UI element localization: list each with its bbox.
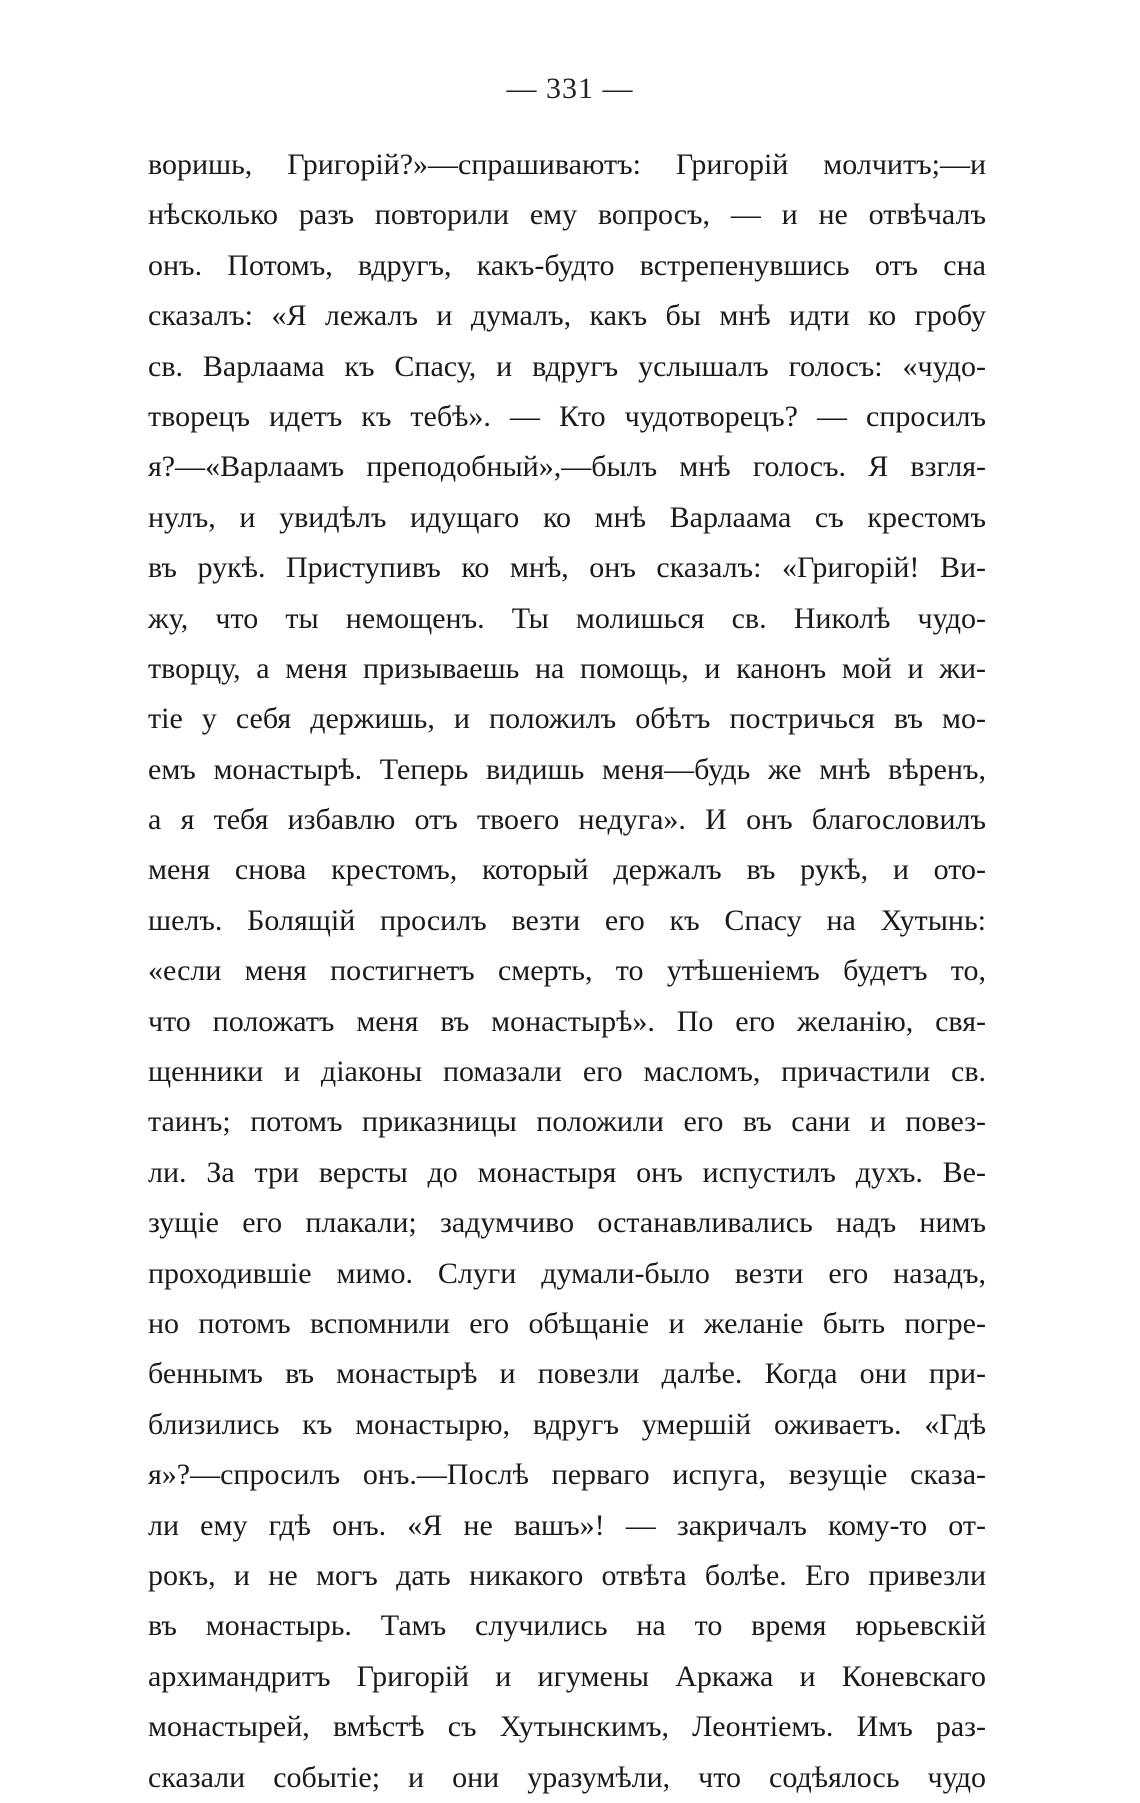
text-line: меня снова крестомъ, который держалъ въ рукѣ, и ото-: [148, 853, 986, 887]
text-line: я»?—спросилъ онъ.—Послѣ перваго испуга, везущіе сказа-: [148, 1458, 986, 1492]
text-line: что положатъ меня въ монастырѣ». По его желанію, свя-: [148, 1004, 986, 1038]
text-line: «если меня постигнетъ смерть, то утѣшеніемъ будетъ то,: [148, 954, 986, 988]
text-line: нѣсколько разъ повторили ему вопросъ, — и не отвѣчалъ: [148, 198, 986, 232]
text-line: щенники и діаконы помазали его масломъ, причастили св.: [148, 1055, 986, 1089]
text-line: въ монастырь. Тамъ случились на то время юрьевскій: [148, 1609, 986, 1643]
text-line: таинъ; потомъ приказницы положили его въ сани и повез-: [148, 1105, 986, 1139]
body-text: [148, 140, 986, 1803]
text-line: но потомъ вспомнили его обѣщаніе и желаніе быть погре-: [148, 1306, 986, 1340]
text-line: онъ. Потомъ, вдругъ, какъ-будто встрепенувшись отъ сна: [148, 248, 986, 282]
text-line: зущіе его плакали; задумчиво останавливались надъ нимъ: [148, 1206, 986, 1240]
text-line: творцу, а меня призываешь на помощь, и канонъ мой и жи-: [148, 651, 986, 685]
text-line: я?—«Варлаамъ преподобный»,—былъ мнѣ голосъ. Я взгля-: [148, 450, 986, 484]
text-line: жу, что ты немощенъ. Ты молишься св. Николѣ чудо-: [148, 601, 986, 635]
text-line: беннымъ въ монастырѣ и повезли далѣе. Когда они при-: [148, 1357, 986, 1391]
text-line: творецъ идетъ къ тебѣ». — Кто чудотворецъ? — спросилъ: [148, 399, 986, 433]
text-line: монастырей, вмѣстѣ съ Хутынскимъ, Леонтіемъ. Имъ раз-: [148, 1710, 986, 1744]
text-line: архимандритъ Григорій и игумены Аркажа и Коневскаго: [148, 1659, 986, 1693]
text-line: тіе у себя держишь, и положилъ обѣтъ постричься въ мо-: [148, 702, 986, 736]
text-line: шелъ. Болящій просилъ везти его къ Спасу на Хутынь:: [148, 903, 986, 937]
text-line: сказали событіе; и они уразумѣли, что содѣялось чудо: [148, 1760, 986, 1794]
text-line: проходившіе мимо. Слуги думали-было везти его назадъ,: [148, 1256, 986, 1290]
page-number: — 331 —: [506, 72, 634, 105]
text-line: воришь, Григорій?»—спрашиваютъ: Григорій молчитъ;—и: [148, 148, 986, 181]
text-line: рокъ, и не могъ дать никакого отвѣта болѣе. Его привезли: [148, 1558, 986, 1592]
text-line: св. Варлаама къ Спасу, и вдругъ услышалъ голосъ: «чудо-: [148, 349, 986, 383]
text-line: ли. За три версты до монастыря онъ испустилъ духъ. Ве-: [148, 1155, 986, 1189]
text-line: въ рукѣ. Приступивъ ко мнѣ, онъ сказалъ: «Григорій! Ви-: [148, 551, 986, 585]
text-line: близились къ монастырю, вдругъ умершій оживаетъ. «Гдѣ: [148, 1407, 986, 1441]
text-line: емъ монастырѣ. Теперь видишь меня—будь же мнѣ вѣренъ,: [148, 752, 986, 786]
text-line: а я тебя избавлю отъ твоего недуга». И онъ благословилъ: [148, 803, 986, 837]
text-line: ли ему гдѣ онъ. «Я не вашъ»! — закричалъ кому-то от-: [148, 1508, 986, 1542]
text-line: сказалъ: «Я лежалъ и думалъ, какъ бы мнѣ идти ко гробу: [148, 299, 986, 333]
text-line: нулъ, и увидѣлъ идущаго ко мнѣ Варлаама съ крестомъ: [148, 500, 986, 534]
